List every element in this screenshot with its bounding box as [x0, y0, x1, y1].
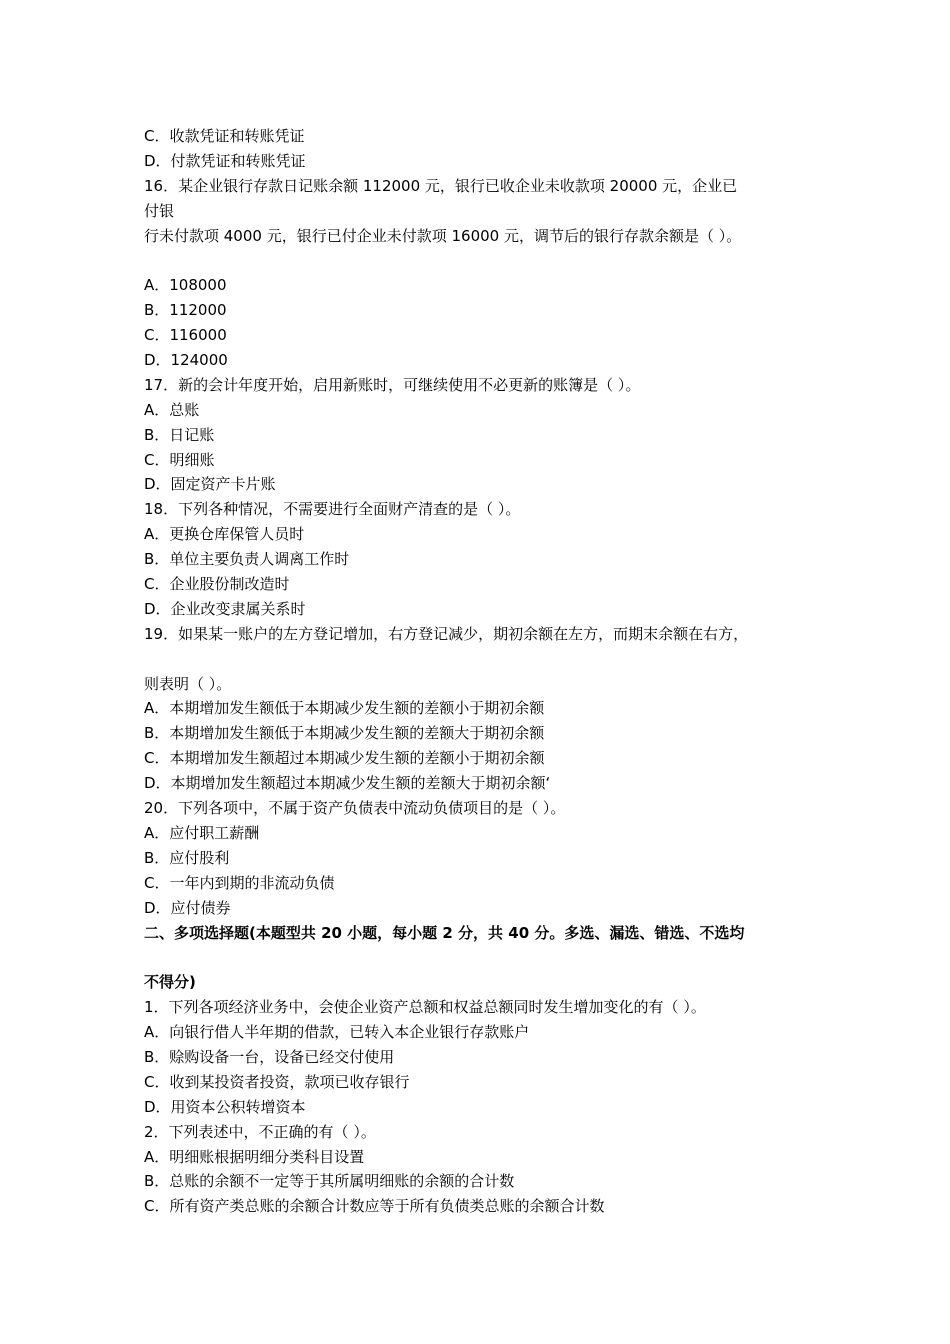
question-19: 19．如果某一账户的左方登记增加，右方登记减少，期初余额在左方，而期末余额在右方， [144, 624, 749, 643]
question-16-cont-2: 行未付款项 4000 元，银行已付企业未付款项 16000 元，调节后的银行存款余额是（ ）。 [144, 226, 742, 245]
mc-question-1: 1．下列各项经济业务中，会使企业资产总额和权益总额同时发生增加变化的有（ ）。 [144, 998, 706, 1017]
option-b-q17: B．日记账 [144, 425, 215, 444]
question-16: 16．某企业银行存款日记账余额 112000 元，银行已收企业未收款项 20000 元，企业已 [144, 176, 738, 195]
section-heading-cont: 不得分) [144, 973, 196, 992]
option-b-q20: B．应付股利 [144, 848, 230, 867]
section-heading: 二、多项选择题(本题型共 20 小题，每小题 2 分，共 40 分。多选、漏选、错选、不选均 [144, 923, 745, 942]
option-c-q15: C．收款凭证和转账凭证 [144, 127, 305, 145]
blank-line [144, 248, 824, 273]
option-b-mc2: B．总账的余额不一定等于其所属明细账的余额的合计数 [144, 1172, 515, 1191]
option-a-mc1: A．向银行借人半年期的借款，已转入本企业银行存款账户 [144, 1023, 530, 1042]
option-a-q17: A．总账 [144, 400, 200, 419]
option-d-q19: D．本期增加发生额超过本期减少发生额的差额大于期初余额‘ [144, 774, 551, 793]
option-d-mc1: D．用资本公积转增资本 [144, 1097, 306, 1116]
blank-line [144, 945, 824, 970]
question-18: 18．下列各种情况，不需要进行全面财产清查的是（ ）。 [144, 500, 521, 519]
option-c-q20: C．一年内到期的非流动负债 [144, 873, 335, 892]
option-d-q17: D．固定资产卡片账 [144, 475, 276, 494]
option-d-q18: D．企业改变隶属关系时 [144, 599, 306, 618]
option-a-q19: A．本期增加发生额低于本期减少发生额的差额小于期初余额 [144, 699, 545, 718]
option-d-q20: D．应付债券 [144, 898, 231, 917]
option-d-q16: D．124000 [144, 351, 228, 370]
question-16-cont-1: 付银 [144, 201, 175, 220]
option-a-q20: A．应付职工薪酬 [144, 823, 260, 842]
option-d-q15: D．付款凭证和转账凭证 [144, 151, 306, 170]
option-c-mc2: C．所有资产类总账的余额合计数应等于所有负债类总账的余额合计数 [144, 1197, 605, 1216]
option-c-q16: C．116000 [144, 326, 227, 345]
option-b-q18: B．单位主要负责人调离工作时 [144, 550, 350, 569]
document-page [144, 124, 824, 1219]
option-c-mc1: C．收到某投资者投资，款项已收存银行 [144, 1072, 410, 1091]
option-a-q18: A．更换仓库保管人员时 [144, 525, 305, 544]
option-a-q16: A．108000 [144, 276, 227, 295]
option-b-q19: B．本期增加发生额低于本期减少发生额的差额大于期初余额 [144, 724, 545, 743]
option-c-q17: C．明细账 [144, 450, 215, 469]
option-a-mc2: A．明细账根据明细分类科目设置 [144, 1147, 365, 1166]
question-20: 20．下列各项中，不属于资产负债表中流动负债项目的是（ ）。 [144, 799, 566, 818]
option-c-q19: C．本期增加发生额超过本期减少发生额的差额小于期初余额 [144, 749, 545, 768]
option-b-mc1: B．赊购设备一台，设备已经交付使用 [144, 1047, 395, 1066]
option-b-q16: B．112000 [144, 301, 227, 320]
mc-question-2: 2．下列表述中，不正确的有（ ）。 [144, 1122, 376, 1141]
blank-line [144, 647, 824, 672]
question-17: 17．新的会计年度开始，启用新账时，可继续使用不必更新的账簿是（ ）。 [144, 375, 641, 394]
question-19-cont: 则表明（ ）。 [144, 674, 232, 693]
option-c-q18: C．企业股份制改造时 [144, 575, 290, 594]
